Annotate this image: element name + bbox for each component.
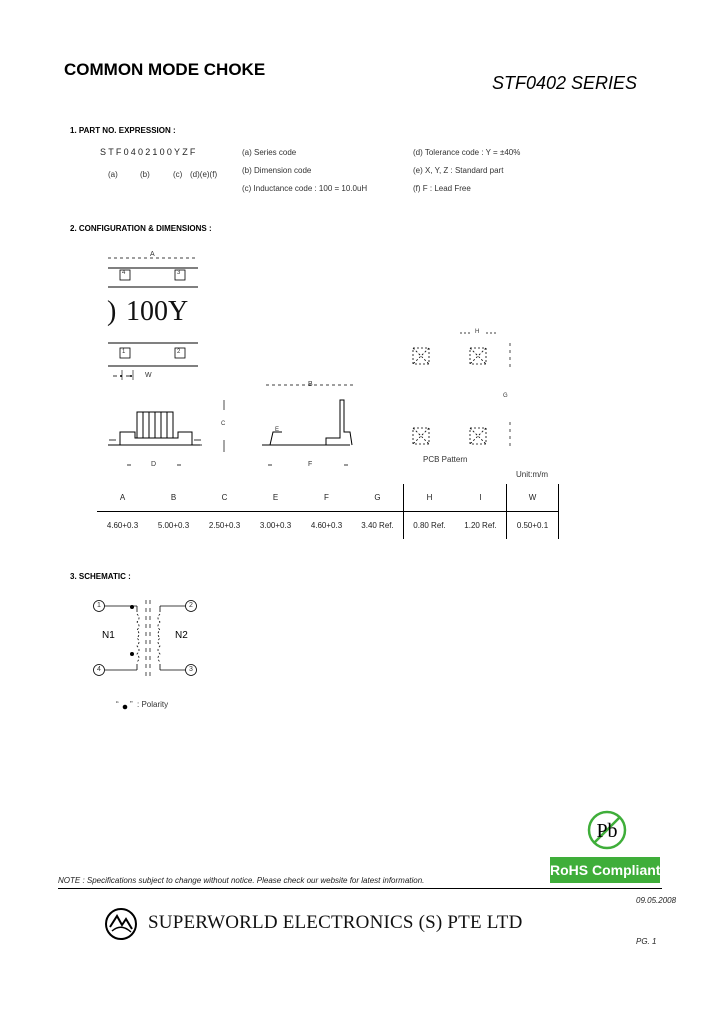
pcb-pattern-label: PCB Pattern: [423, 455, 468, 464]
polarity-close-quote: ”: [130, 700, 133, 709]
pb-free-icon: [585, 808, 629, 852]
schematic-pin-2: 2: [189, 602, 193, 609]
schematic-pin-3: 3: [189, 666, 193, 673]
dim-a-label: A: [150, 251, 155, 258]
dim-b-label: B: [308, 381, 313, 388]
company-logo-icon: [104, 907, 138, 941]
dim-f-label: F: [308, 461, 313, 468]
marker-b: (b): [140, 170, 150, 179]
document-date: 09.05.2008: [636, 896, 677, 905]
schematic-pin-4: 4: [97, 666, 101, 673]
table-value-cell: 3.40 Ref.: [361, 521, 394, 530]
desc-dimension-code: (b) Dimension code: [242, 166, 312, 175]
table-value-cell: 4.60+0.3: [106, 521, 139, 530]
table-header-cell: B: [148, 484, 199, 512]
section-config-heading: 2. CONFIGURATION & DIMENSIONS :: [70, 224, 212, 233]
part-number-code: STF0402100YZF: [100, 147, 198, 157]
table-header-cell: G: [352, 484, 404, 512]
dim-d-label: D: [151, 461, 157, 468]
desc-tolerance-code: (d) Tolerance code : Y = ±40%: [413, 148, 521, 157]
pin-label-2: 2: [177, 349, 181, 355]
schematic-pin-1: 1: [97, 602, 101, 609]
polarity-open-quote: “: [116, 700, 119, 709]
component-marking: 100Y: [126, 296, 189, 327]
winding-n2-label: N2: [175, 630, 188, 641]
dim-h-label: H: [475, 329, 480, 335]
specification-note: NOTE : Specifications subject to change without notice. Please check our website for latest information.: [58, 876, 425, 885]
table-header-cell: F: [301, 484, 352, 512]
dimension-table: [97, 484, 559, 539]
desc-standard-part: (e) X, Y, Z : Standard part: [413, 166, 504, 175]
pin-label-4: 4: [122, 270, 126, 276]
dimension-table-header: [97, 484, 559, 512]
document-title: COMMON MODE CHOKE: [64, 60, 266, 79]
pin-label-3: 3: [177, 270, 181, 276]
table-value-cell: 3.00+0.3: [259, 521, 292, 530]
dim-e-label: E: [275, 427, 280, 433]
marking-dot: ): [107, 296, 117, 327]
company-name: SUPERWORLD ELECTRONICS (S) PTE LTD: [148, 912, 523, 933]
table-header-cell: C: [199, 484, 250, 512]
dimension-table-row: [97, 512, 559, 540]
table-value-cell: 1.20 Ref.: [464, 521, 497, 530]
unit-label: Unit:m/m: [516, 470, 548, 479]
table-value-cell: 5.00+0.3: [157, 521, 190, 530]
table-header-cell: W: [507, 484, 559, 512]
marker-def: (d)(e)(f): [190, 170, 218, 179]
table-value-cell: 4.60+0.3: [310, 521, 343, 530]
pb-symbol-text: Pb: [596, 820, 618, 842]
pin-label-1: 1: [122, 349, 126, 355]
table-value-cell: 0.80 Ref.: [404, 512, 456, 540]
table-header-cell: A: [97, 484, 148, 512]
table-value-cell: 2.50+0.3: [208, 521, 241, 530]
dim-w-label: W: [145, 372, 152, 379]
marker-c: (c): [173, 170, 183, 179]
table-header-cell: I: [455, 484, 507, 512]
dim-g-label: G: [503, 393, 508, 399]
section-part-no-heading: 1. PART NO. EXPRESSION :: [70, 126, 176, 135]
desc-lead-free: (f) F : Lead Free: [413, 184, 471, 193]
polarity-note: : Polarity: [137, 700, 169, 709]
section-schematic-heading: 3. SCHEMATIC :: [70, 572, 131, 581]
desc-series-code: (a) Series code: [242, 148, 297, 157]
table-header-cell: E: [250, 484, 301, 512]
rohs-compliant-badge: RoHS Compliant: [550, 857, 660, 883]
page-number: PG. 1: [636, 937, 657, 946]
winding-n1-label: N1: [102, 630, 115, 641]
footer-divider: [58, 888, 662, 889]
table-header-cell: H: [404, 484, 456, 512]
table-value-cell: 0.50+0.1: [507, 512, 559, 540]
desc-inductance-code: (c) Inductance code : 100 = 10.0uH: [242, 184, 368, 193]
marker-a: (a): [108, 170, 118, 179]
dim-c-label: C: [221, 421, 226, 427]
series-name: STF0402 SERIES: [492, 73, 638, 93]
